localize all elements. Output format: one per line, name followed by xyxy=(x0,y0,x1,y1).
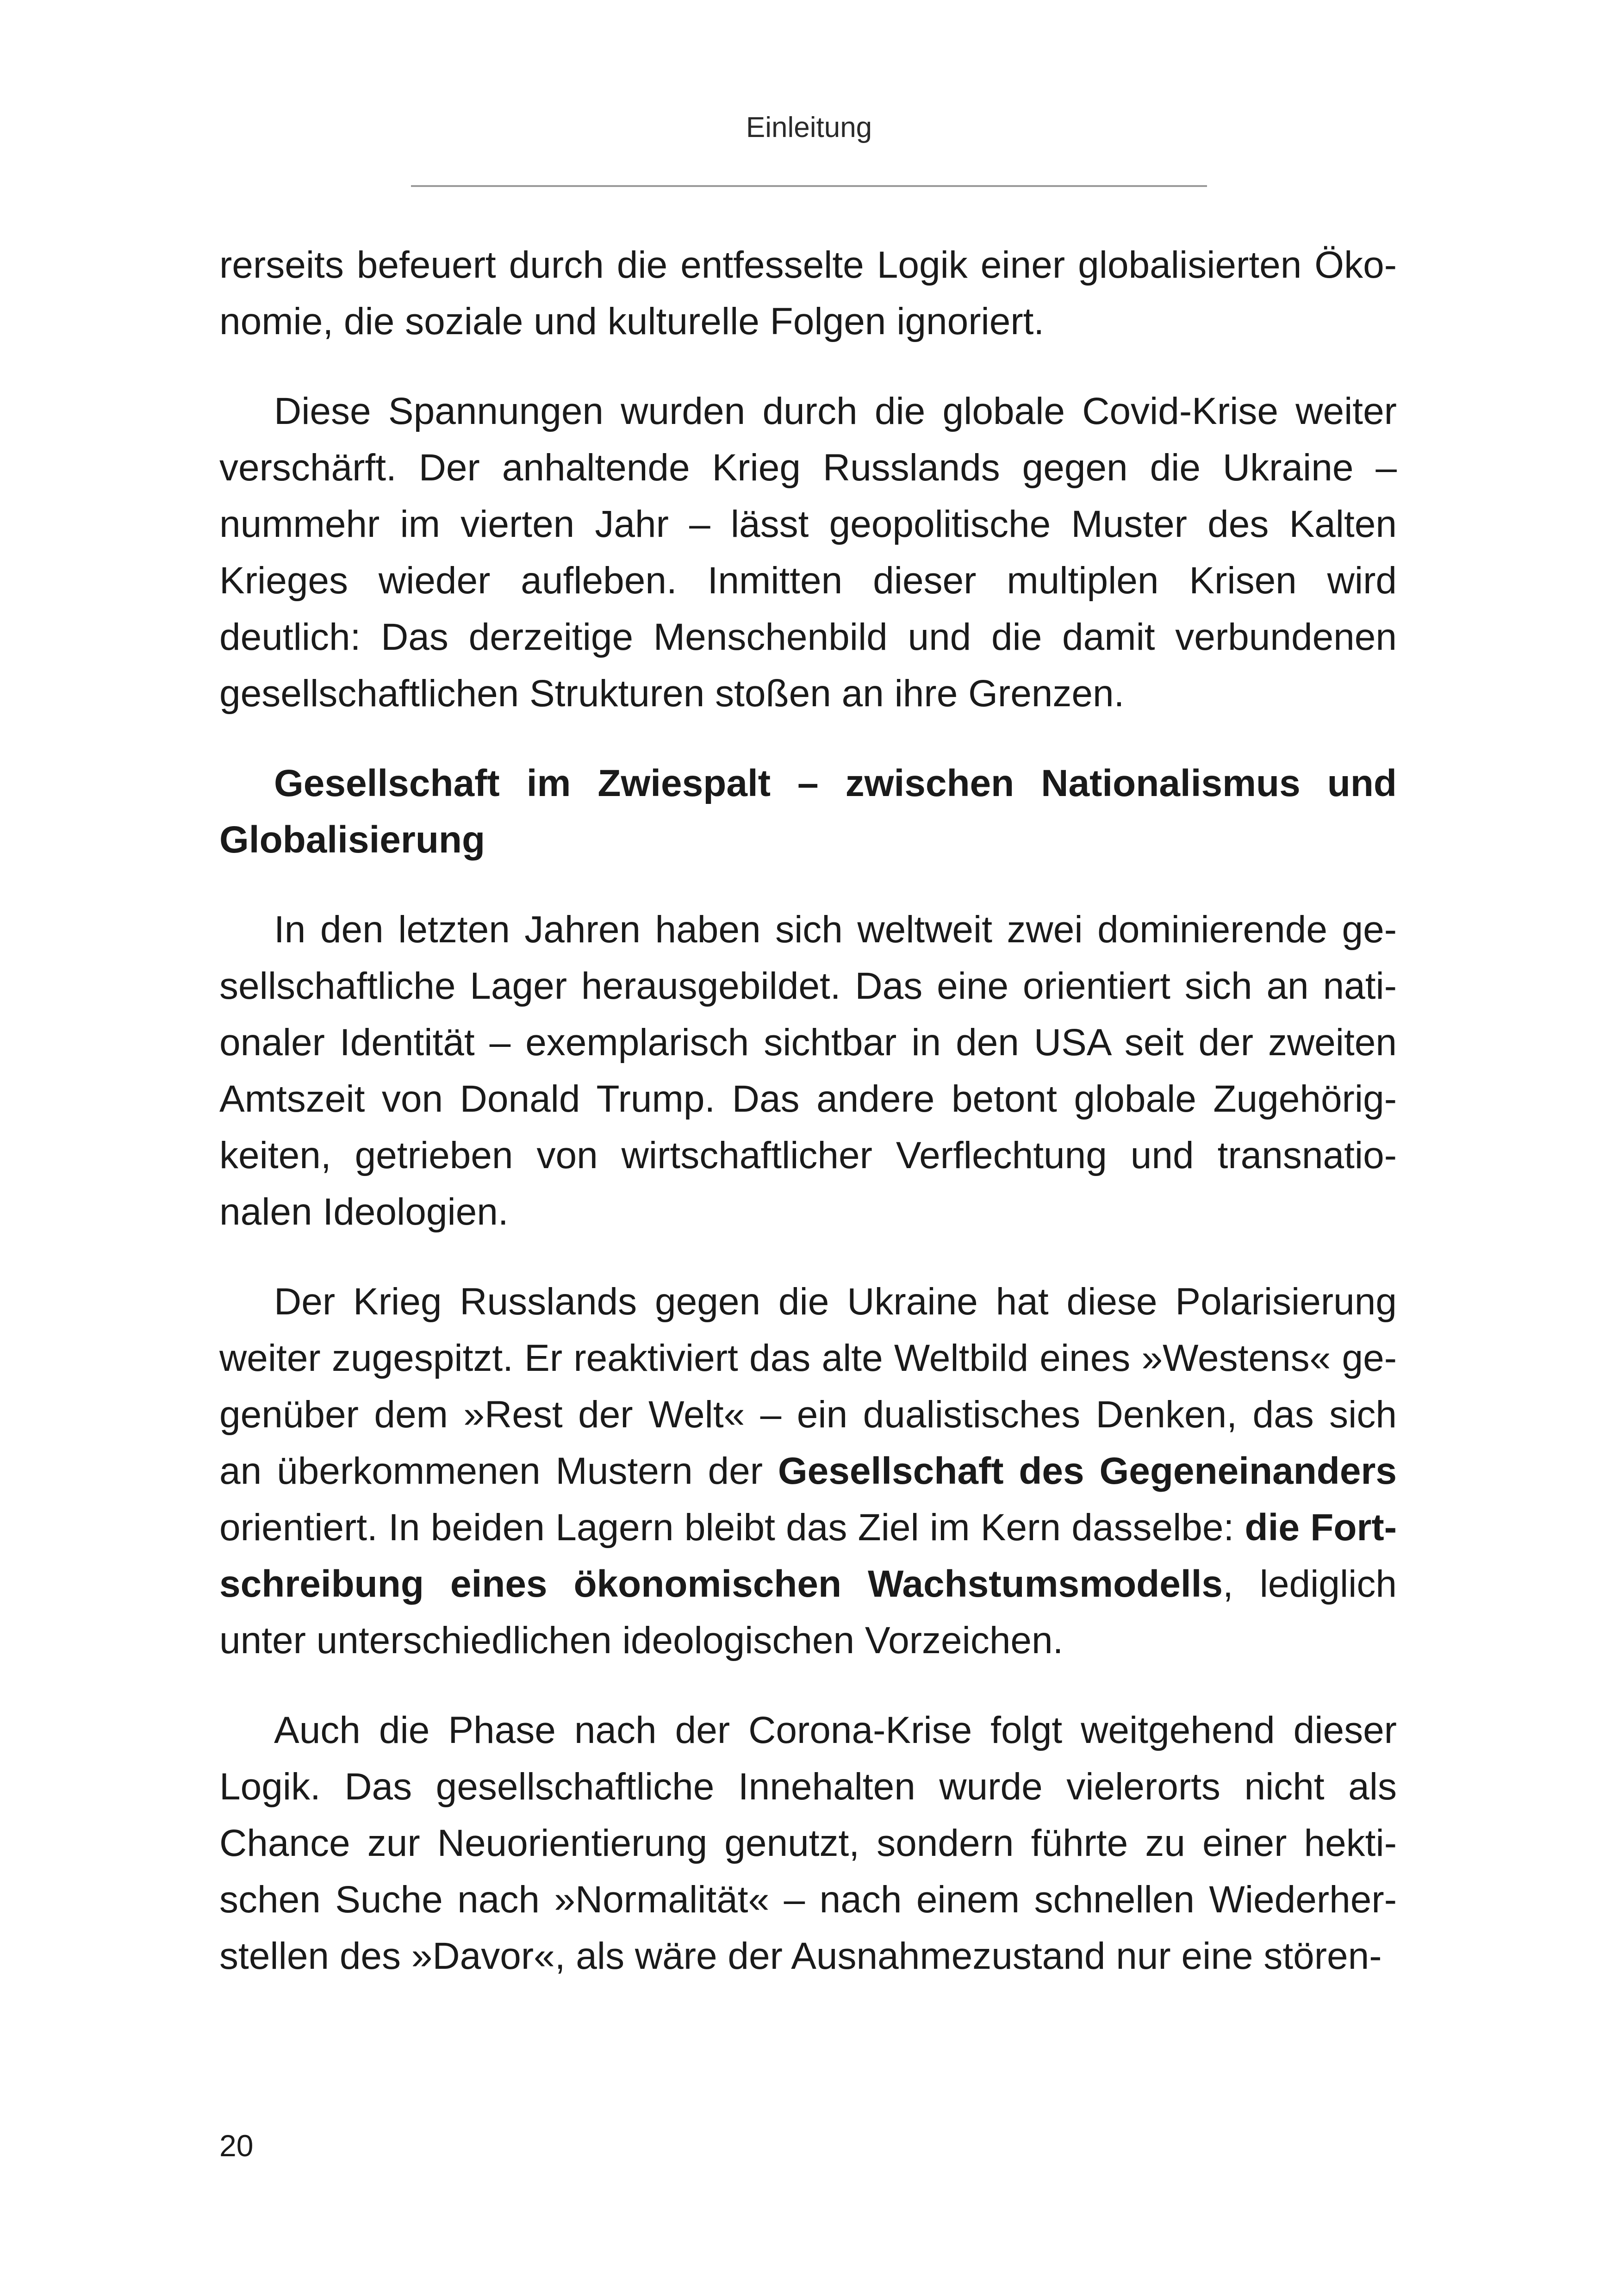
paragraph-two-camps: In den letzten Jahren haben sich weltweit zwei dominierende gesellschaftliche Lager herausgebildet. Das eine orientiert sich an nationaler Identität – exemplarisch sichtbar in den USA seit der zweiten Amtszeit von Donald Trump. Das andere betont globale Zugehörigkeiten, getrieben von wirtschaftlicher Verflechtung und transnationalen Ideologien. xyxy=(219,908,1397,1233)
paragraph-continuation: rerseits befeuert durch die entfesselte Logik einer globalisierten Ökonomie, die soziale und kulturelle Folgen ignoriert. xyxy=(219,244,1397,342)
page-number: 20 xyxy=(219,2128,254,2163)
paragraph-post-corona: Auch die Phase nach der Corona-Krise folgt weitgehend dieser Logik. Das gesellschaftliche Innehalten wurde vielerorts nicht als Chance zur Neuorientierung genutzt, sondern führte zu einer hektischen Suche nach »Normalität« – nach einem schnellen Wiederherstellen des »Davor«, als wäre der Ausnahmezustand nur eine stören- xyxy=(219,1709,1397,1977)
emphasis-gegeneinander: Gesellschaft des Gegeneinanders xyxy=(778,1450,1397,1492)
running-header: Einleitung xyxy=(746,112,872,143)
paragraph-polarisation xyxy=(219,1274,1397,1669)
header-divider xyxy=(411,185,1207,187)
paragraph-covid-crisis: Diese Spannungen wurden durch die globale Covid-Krise weiter verschärft. Der anhaltende Krieg Russlands gegen die Ukraine – nummehr im vierten Jahr – lässt geopolitische Muster des Kalten Krieges wieder aufleben. Inmitten dieser multiplen Krisen wird deutlich: Das derzeitige Menschenbild und die damit verbundenen gesellschaftlichen Strukturen stoßen an ihre Grenzen. xyxy=(219,390,1397,715)
body-text xyxy=(219,237,1397,1985)
paragraph-text: , lediglich unter unterschiedlichen ideologischen Vorzeichen. xyxy=(219,1563,1397,1661)
emphasis-wachstumsmodell: die Fortschreibung eines ökonomischen Wachstumsmodells xyxy=(219,1506,1397,1605)
section-heading: Gesellschaft im Zwiespalt – zwischen Nationalismus und Globalisierung xyxy=(219,762,1397,861)
paragraph-text: orientiert. In beiden Lagern bleibt das Ziel im Kern dasselbe: xyxy=(219,1506,1245,1549)
paragraph-text: Der Krieg Russlands gegen die Ukraine hat diese Polarisierung weiter zugespitzt. Er reaktiviert das alte Weltbild eines »Westens« gegenüber dem »Rest der Welt« – ein dualistisches Denken, das sich an überkommenen Mustern der xyxy=(219,1281,1397,1492)
